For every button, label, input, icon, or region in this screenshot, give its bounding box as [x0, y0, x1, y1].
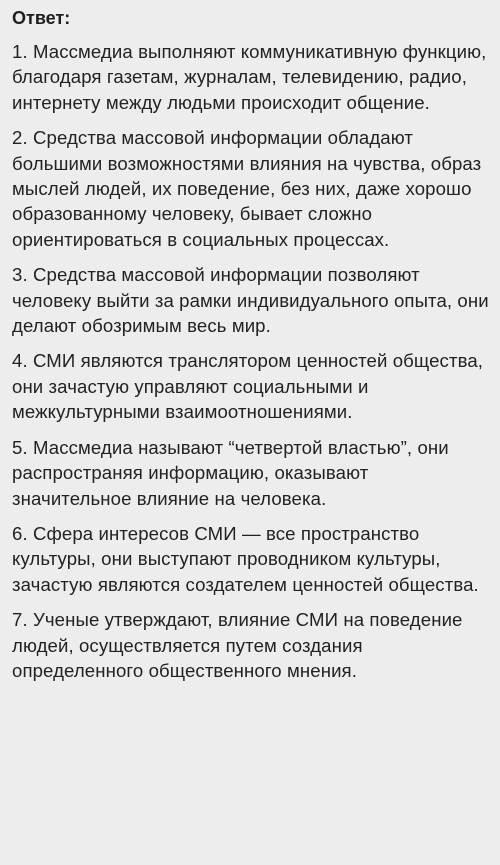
answer-item-4: 4. СМИ являются транслятором ценностей общества, они зачастую управляют социальными и межкультурными взаимоотношениями. — [12, 350, 484, 423]
answer-list — [12, 39, 490, 683]
answer-item-3: 3. Средства массовой информации позволяют человеку выйти за рамки индивидуального опыта, они делают обозримым весь мир. — [12, 264, 489, 337]
answer-item-5: 5. Массмедиа называют “четвертой властью”, они распространяя информацию, оказывают значительное влияние на человека. — [12, 436, 449, 509]
answer-item-7: 7. Ученые утверждают, влияние СМИ на поведение людей, осуществляется путем создания определенного общественного мнения. — [12, 609, 463, 681]
answer-heading: Ответ: — [12, 8, 71, 28]
answer-item-6: 6. Сфера интересов СМИ — все пространство культуры, они выступают проводником культуры, зачастую являются создателем ценностей общества. — [12, 522, 479, 595]
answer-item-1: 1. Массмедиа выполняют коммуникативную функцию, благодаря газетам, журналам, телевидению, радио, интернету между людьми происходит общение. — [12, 41, 487, 113]
answer-item-2: 2. Средства массовой информации обладают большими возможностями влияния на чувства, образ мыслей людей, их поведение, без них, даже хорошо образованному человеку, бывает сложно ориентироваться в социальных процессах. — [12, 127, 482, 250]
